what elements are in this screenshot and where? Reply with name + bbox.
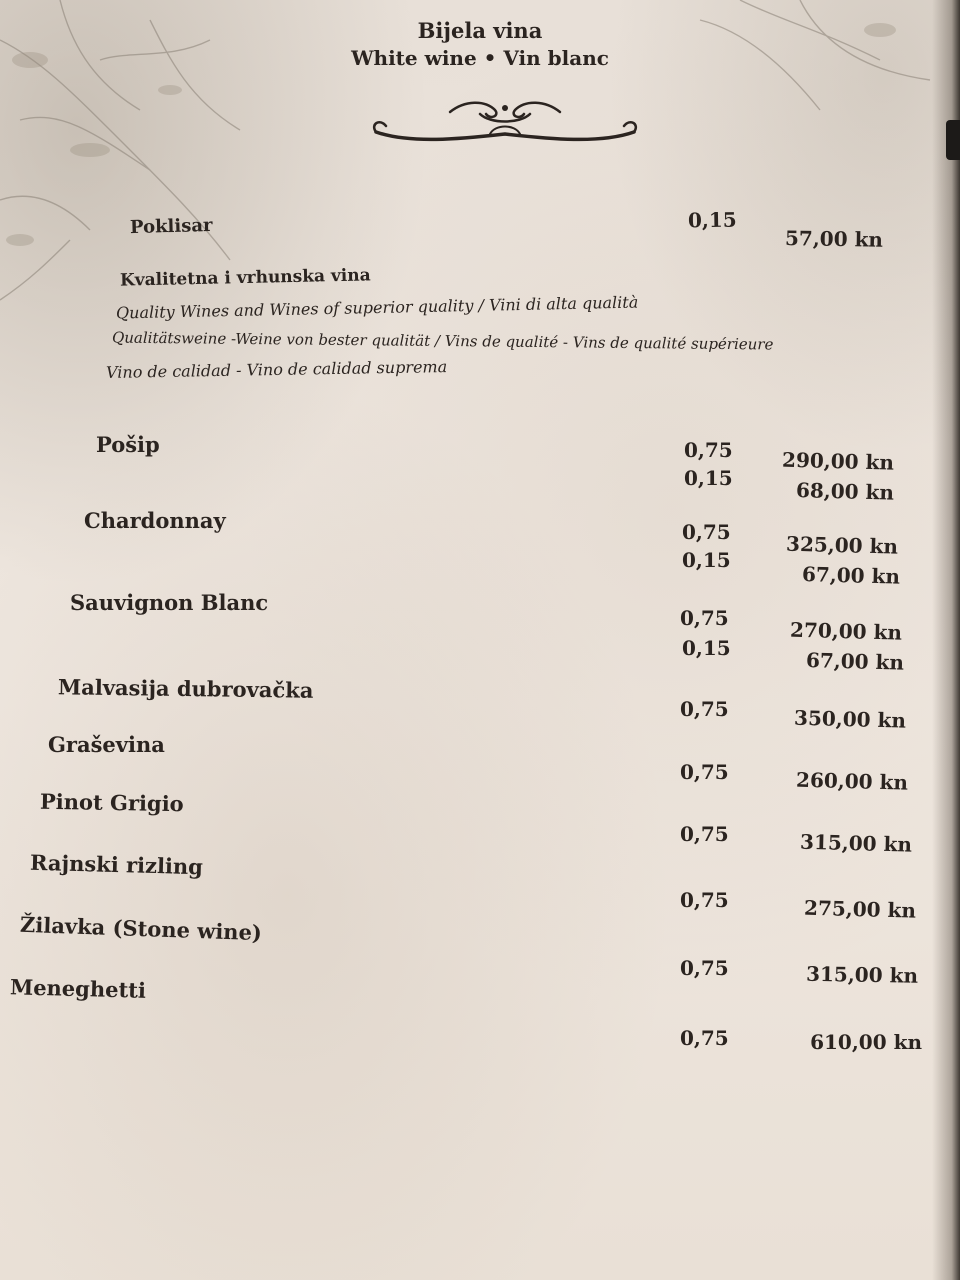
wine-price: 260,00 kn [795, 767, 909, 795]
wine-volume: 0,75 [680, 956, 729, 980]
wine-price: 315,00 kn [805, 961, 919, 988]
wine-price: 270,00 kn [789, 617, 903, 645]
house-wine-name: Poklisar [129, 214, 213, 239]
wine-price: 290,00 kn [781, 447, 895, 475]
wine-price: 67,00 kn [801, 562, 901, 589]
wine-price: 610,00 kn [810, 1030, 922, 1054]
house-wine-volume: 0,15 [687, 207, 737, 233]
wine-volume: 0,75 [684, 438, 733, 462]
ornament-divider-icon [370, 94, 640, 154]
wine-volume: 0,15 [682, 636, 731, 660]
wine-volume: 0,75 [680, 822, 729, 846]
binder-clip [946, 120, 960, 160]
category-line-1: Quality Wines and Wines of superior quality / Vini di alta qualità [115, 292, 639, 323]
wine-price: 275,00 kn [803, 895, 917, 923]
wine-name-rajnski-rizling: Rajnski rizling [29, 849, 204, 880]
page-subtitle: White wine • Vin blanc [351, 46, 609, 70]
wine-name-pinot-grigio: Pinot Grigio [39, 788, 184, 817]
wine-price: 325,00 kn [785, 531, 899, 559]
wine-name-sauvignon-blanc: Sauvignon Blanc [70, 590, 269, 615]
house-wine-price: 57,00 kn [784, 226, 884, 252]
page-edge-shadow [932, 0, 960, 1280]
wine-volume: 0,75 [680, 697, 729, 721]
wine-name-zilavka: Žilavka (Stone wine) [19, 911, 263, 946]
wine-volume: 0,15 [684, 466, 733, 490]
wine-price: 68,00 kn [795, 478, 895, 505]
category-line-3: Vino de calidad - Vino de calidad suprema [105, 357, 448, 382]
wine-volume: 0,75 [682, 520, 731, 544]
wine-volume: 0,75 [680, 1026, 729, 1050]
wine-price: 350,00 kn [793, 705, 907, 733]
wine-price: 315,00 kn [799, 829, 913, 857]
category-line-2: Qualitätsweine -Weine von bester qualität / Vins de qualité - Vins de qualité supérieure [111, 328, 774, 354]
wine-name-posip: Pošip [96, 432, 160, 457]
wine-name-malvasija: Malvasija dubrovačka [57, 674, 314, 703]
wine-volume: 0,75 [680, 606, 729, 630]
wine-name-meneghetti: Meneghetti [9, 974, 147, 1003]
wine-price: 67,00 kn [805, 648, 905, 675]
wine-volume: 0,15 [682, 548, 731, 572]
wine-name-grasevina: Graševina [48, 732, 165, 757]
wine-volume: 0,75 [680, 760, 729, 784]
wine-name-chardonnay: Chardonnay [84, 508, 226, 533]
wine-volume: 0,75 [680, 888, 729, 912]
category-title: Kvalitetna i vrhunska vina [119, 265, 371, 291]
page-title: Bijela vina [417, 18, 543, 43]
